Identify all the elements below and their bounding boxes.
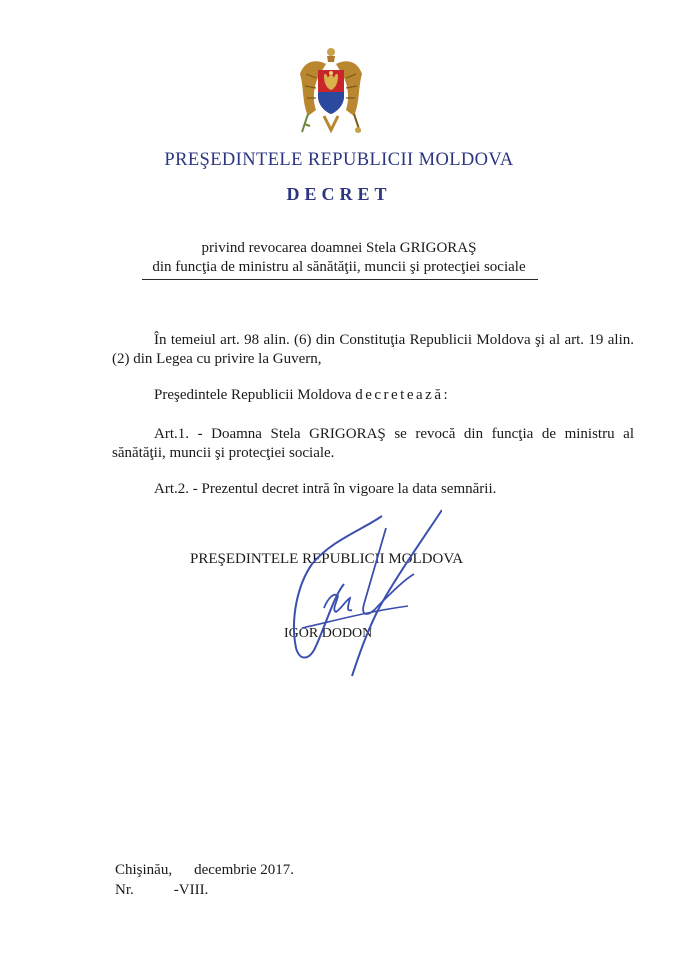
subject-underline: [142, 279, 538, 280]
article-1: Art.1. - Doamna Stela GRIGORAŞ se revocă din funcţia de ministru al sănătăţii, muncii şi protecţiei sociale.: [112, 426, 634, 461]
decrees-verb: decretează:: [355, 387, 451, 403]
subject-line-2: din funcţia de ministru al sănătăţii, muncii şi protecţiei sociale: [152, 259, 526, 275]
preamble-paragraph: În temeiul art. 98 alin. (6) din Constituţia Republicii Moldova şi al art. 19 alin. (2) din Legea cu privire la Guvern,: [112, 332, 634, 367]
decrees-paragraph: [112, 386, 634, 405]
handwritten-signature-icon: [282, 500, 442, 680]
signatory-name: IGOR DODON: [284, 626, 373, 641]
issuer-title: PREŞEDINTELE REPUBLICII MOLDOVA: [164, 150, 514, 170]
subject-line-1: privind revocarea doamnei Stela GRIGORAŞ: [201, 240, 477, 256]
number-label: Nr.: [115, 882, 134, 898]
place-and-date: [115, 862, 294, 879]
document-type: DECRET: [286, 184, 392, 204]
article-2: Art.2. - Prezentul decret intră în vigoare la data semnării.: [154, 481, 497, 497]
moldova-coat-of-arms-icon: [296, 44, 366, 136]
decree-number: [115, 882, 208, 899]
number-value: -VIII.: [173, 882, 209, 898]
place: Chişinău,: [115, 862, 173, 878]
decrees-subject: Preşedintele Republicii Moldova: [154, 387, 352, 403]
date: decembrie 2017.: [194, 862, 295, 878]
signatory-title: PREŞEDINTELE REPUBLICII MOLDOVA: [190, 551, 464, 567]
